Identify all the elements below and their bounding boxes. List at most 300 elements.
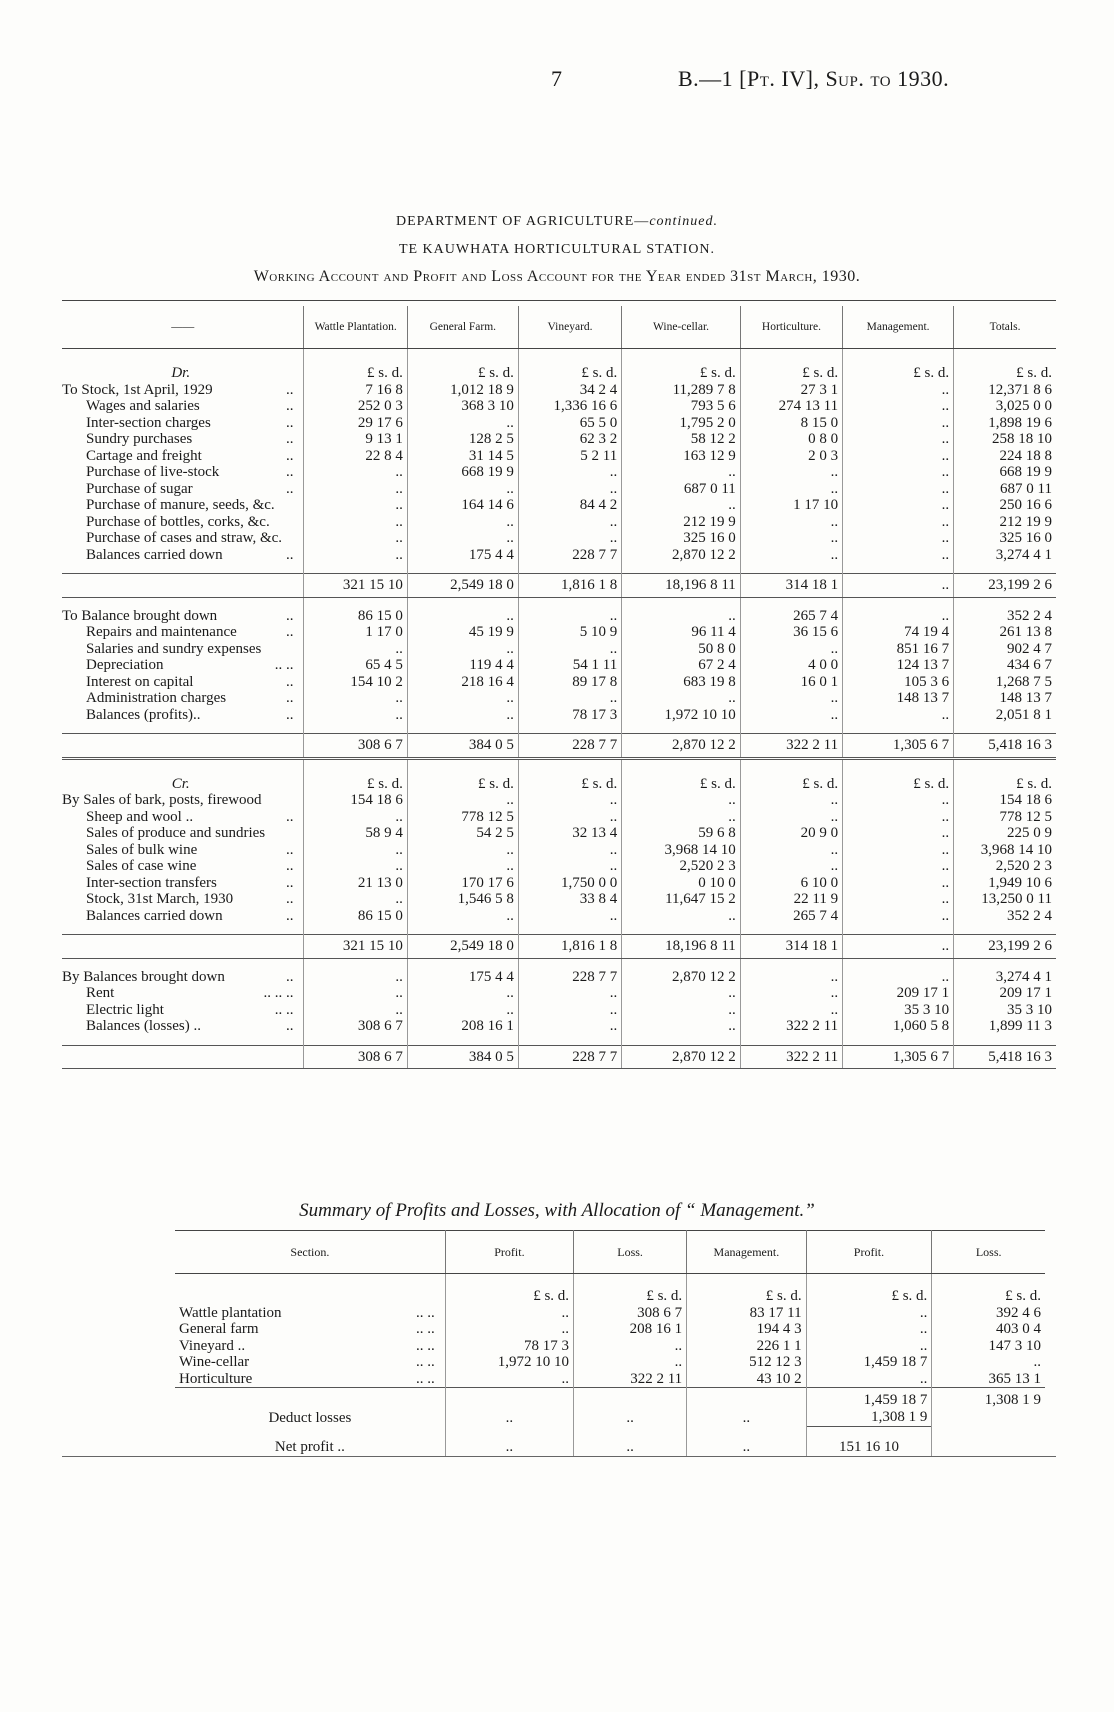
amount-cell: 851 16 7 xyxy=(843,641,954,658)
row-label-text: Purchase of live-stock xyxy=(86,464,220,480)
working-account-table xyxy=(62,306,1056,1069)
amount-cell: 0 10 0 xyxy=(622,875,741,892)
leader-dots: .. xyxy=(285,858,294,874)
amount-cell: .. xyxy=(304,707,407,724)
amount-cell: 21 13 0 xyxy=(304,875,407,892)
amount-cell: 1 17 0 xyxy=(304,624,407,641)
amount-cell: .. xyxy=(622,608,741,625)
amount-cell: .. xyxy=(407,481,518,498)
amount-cell: .. xyxy=(622,464,741,481)
total-amount: 18,196 8 11 xyxy=(622,574,741,598)
spacer-cell xyxy=(304,958,407,969)
amount-cell: .. xyxy=(518,641,621,658)
units-cell: £ s. d. xyxy=(740,349,842,382)
continued-text: continued. xyxy=(649,214,719,229)
amount-cell: 325 16 0 xyxy=(622,530,741,547)
amount-cell: 96 11 4 xyxy=(622,624,741,641)
amount-cell: 2 0 3 xyxy=(740,448,842,465)
leader-dots: .. xyxy=(285,1018,294,1034)
amount-cell: 225 0 9 xyxy=(1007,825,1052,841)
units-cell: £ s. d. xyxy=(622,758,741,792)
amount-cell: 218 16 4 xyxy=(407,674,518,691)
total-label xyxy=(62,935,304,959)
total-amount: 314 18 1 xyxy=(740,935,842,959)
row-label xyxy=(62,809,304,826)
summary-amount: 308 6 7 xyxy=(574,1305,687,1322)
amount-cell: 58 9 4 xyxy=(304,825,407,842)
spacer-cell xyxy=(740,723,842,734)
row-label-text: Purchase of bottles, corks, &c. xyxy=(86,513,270,530)
leader-dots: .. xyxy=(285,706,294,723)
total-label xyxy=(62,574,304,598)
amount-cell: .. xyxy=(304,891,407,908)
row-label xyxy=(62,985,304,1002)
amount-cell: 50 8 0 xyxy=(622,641,741,658)
leader-dots: .. xyxy=(285,808,294,825)
amount-cell: 32 13 4 xyxy=(518,825,621,842)
amount-cell: 265 7 4 xyxy=(740,908,842,925)
row-label-text: By Balances brought down xyxy=(62,968,225,985)
row-label-text: Rent xyxy=(86,985,115,1001)
leader-dots: .. .. xyxy=(416,1321,435,1337)
total-amount: 321 15 10 xyxy=(304,574,407,598)
total-amount: 5,418 16 3 xyxy=(954,734,1056,759)
amount-cell: 86 15 0 xyxy=(304,608,407,625)
summary-units-cell: £ s. d. xyxy=(574,1274,687,1305)
row-label xyxy=(62,547,304,564)
leader-dots: .. xyxy=(285,624,294,640)
row-label xyxy=(62,825,304,842)
amount-cell: .. xyxy=(518,908,621,925)
table-top-rule xyxy=(62,300,1056,301)
leader-dots: .. xyxy=(285,464,294,480)
spacer-cell xyxy=(407,597,518,608)
amount-cell: 128 2 5 xyxy=(407,431,518,448)
summary-label-text: Wine-cellar xyxy=(179,1354,250,1370)
amount-cell: 164 14 6 xyxy=(407,497,518,514)
amount-cell: 209 17 1 xyxy=(843,985,954,1002)
summary-amount: 78 17 3 xyxy=(445,1338,573,1355)
amount-cell: .. xyxy=(622,1018,741,1035)
column-header: Totals. xyxy=(954,306,1056,349)
table-row xyxy=(62,547,1056,564)
amount-cell: .. xyxy=(740,1002,842,1019)
row-label-text: Stock, 31st March, 1930 xyxy=(86,891,234,907)
spacer-cell xyxy=(62,723,304,734)
summary-label-text: General farm xyxy=(179,1321,259,1337)
spacer-row xyxy=(62,924,1056,935)
spacer-cell xyxy=(304,723,407,734)
amount-cell: 175 4 4 xyxy=(407,547,518,564)
amount-cell: .. xyxy=(518,809,621,826)
summary-amount: 208 16 1 xyxy=(574,1321,687,1338)
row-label xyxy=(62,1002,304,1019)
amount-cell: .. xyxy=(740,530,842,547)
amount-cell: .. xyxy=(843,792,954,809)
amount-cell: 11,289 7 8 xyxy=(622,382,741,399)
amount-cell: .. xyxy=(740,690,842,707)
spacer-row xyxy=(62,597,1056,608)
summary-amount: 1,972 10 10 xyxy=(445,1354,573,1371)
amount-cell: 209 17 1 xyxy=(999,985,1052,1001)
amount-cell: .. xyxy=(518,481,621,498)
amount-cell: 325 16 0 xyxy=(999,530,1052,546)
row-label xyxy=(62,530,304,547)
amount-cell: 31 14 5 xyxy=(407,448,518,465)
total-amount: 308 6 7 xyxy=(304,734,407,759)
table-row xyxy=(62,969,1056,986)
total-amount: 322 2 11 xyxy=(740,734,842,759)
row-label xyxy=(62,657,304,674)
spacer-cell xyxy=(407,563,518,574)
units-cell: £ s. d. xyxy=(518,758,621,792)
amount-cell: .. xyxy=(518,858,621,875)
amount-cell: 170 17 6 xyxy=(407,875,518,892)
table-row xyxy=(62,985,1056,1002)
amount-cell: 1,268 7 5 xyxy=(995,673,1052,690)
summary-label-text: Vineyard .. xyxy=(179,1337,246,1354)
table-row xyxy=(62,1018,1056,1035)
amount-cell: 212 19 9 xyxy=(999,513,1052,530)
total-row xyxy=(62,935,1056,959)
row-label xyxy=(62,690,304,707)
leader-dots: .. xyxy=(285,431,294,447)
total-amount: 2,870 12 2 xyxy=(622,734,741,759)
amount-cell: 212 19 9 xyxy=(622,514,741,531)
spacer-cell xyxy=(304,1035,407,1046)
amount-cell: 124 13 7 xyxy=(843,657,954,674)
amount-cell: .. xyxy=(518,842,621,859)
spacer-cell xyxy=(740,924,842,935)
spacer-cell xyxy=(62,924,304,935)
summary-amount: 392 4 6 xyxy=(996,1304,1041,1321)
row-label-text: Sundry purchases xyxy=(86,431,193,447)
table-row xyxy=(62,641,1056,658)
amount-cell: .. xyxy=(304,858,407,875)
spacer-cell xyxy=(622,924,741,935)
amount-cell: .. xyxy=(304,464,407,481)
amount-cell: .. xyxy=(740,641,842,658)
amount-cell: 3,274 4 1 xyxy=(995,546,1052,563)
summary-amount: .. xyxy=(806,1338,932,1355)
department-title-text: DEPARTMENT OF AGRICULTURE— xyxy=(395,214,650,229)
amount-cell: 84 4 2 xyxy=(518,497,621,514)
leader-dots: .. xyxy=(285,546,294,563)
amount-cell: .. xyxy=(740,547,842,564)
amount-cell: .. xyxy=(622,497,741,514)
amount-cell: .. xyxy=(740,481,842,498)
leader-dots: .. xyxy=(285,447,294,464)
table-row xyxy=(62,825,1056,842)
amount-cell: 668 19 9 xyxy=(999,464,1052,480)
column-header: Wattle Plantation. xyxy=(304,306,407,349)
spacer-cell xyxy=(518,958,621,969)
amount-cell: 175 4 4 xyxy=(407,969,518,986)
total-amount: 2,549 18 0 xyxy=(407,935,518,959)
amount-cell: 65 4 5 xyxy=(304,657,407,674)
amount-cell: 154 18 6 xyxy=(999,792,1052,808)
summary-title: Summary of Profits and Losses, with Allocation of “ Management.” xyxy=(299,1200,815,1221)
amount-cell: .. xyxy=(407,707,518,724)
row-label-text: To Balance brought down xyxy=(62,607,218,624)
amount-cell: 163 12 9 xyxy=(622,448,741,465)
table-row xyxy=(62,514,1056,531)
amount-cell: .. xyxy=(843,707,954,724)
row-label xyxy=(62,858,304,875)
summary-table xyxy=(175,1230,1045,1456)
units-row xyxy=(62,758,1056,792)
amount-cell: 86 15 0 xyxy=(304,908,407,925)
row-label xyxy=(62,842,304,859)
amount-cell: 54 2 5 xyxy=(407,825,518,842)
amount-cell: .. xyxy=(518,514,621,531)
table-row xyxy=(62,707,1056,724)
spacer-cell xyxy=(843,924,954,935)
amount-cell: .. xyxy=(740,464,842,481)
summary-dots: .. xyxy=(574,1388,687,1427)
units-cell: £ s. d. xyxy=(1016,775,1052,792)
amount-cell: 5 2 11 xyxy=(518,448,621,465)
summary-amount: .. xyxy=(445,1305,573,1322)
amount-cell: 793 5 6 xyxy=(622,398,741,415)
row-label-text: Electric light xyxy=(86,1001,164,1018)
loss-total: 1,308 1 9 xyxy=(932,1388,1045,1427)
spacer-cell xyxy=(518,924,621,935)
amount-cell: 265 7 4 xyxy=(740,608,842,625)
spacer-cell xyxy=(518,1035,621,1046)
spacer-cell xyxy=(304,597,407,608)
amount-cell: .. xyxy=(740,514,842,531)
amount-cell: .. xyxy=(407,1002,518,1019)
deduct-label: Deduct losses xyxy=(175,1388,445,1427)
account-title: Working Account and Profit and Loss Account for the Year ended 31st March, 1930. xyxy=(253,268,861,285)
table-row xyxy=(62,908,1056,925)
summary-label xyxy=(175,1338,445,1355)
units-row xyxy=(62,349,1056,382)
units-cell: £ s. d. xyxy=(1016,365,1052,381)
row-label xyxy=(62,514,304,531)
spacer-cell xyxy=(407,723,518,734)
amount-cell: 352 2 4 xyxy=(1007,607,1052,624)
amount-cell: .. xyxy=(843,842,954,859)
column-header: Management. xyxy=(843,306,954,349)
spacer-cell xyxy=(843,597,954,608)
amount-cell: 154 18 6 xyxy=(304,792,407,809)
table-bottom-rule xyxy=(62,1456,1056,1457)
amount-cell: 1 17 10 xyxy=(740,497,842,514)
amount-cell: 1,795 2 0 xyxy=(622,415,741,432)
amount-cell: 148 13 7 xyxy=(999,690,1052,706)
summary-label-text: Horticulture xyxy=(179,1370,253,1387)
amount-cell: 434 6 7 xyxy=(1007,657,1052,673)
leader-dots: .. xyxy=(285,673,294,690)
amount-cell: .. xyxy=(304,809,407,826)
amount-cell: .. xyxy=(843,497,954,514)
spacer-cell xyxy=(518,597,621,608)
row-label-text: Sales of produce and sundries xyxy=(86,825,266,841)
row-label xyxy=(62,674,304,691)
row-label xyxy=(62,908,304,925)
amount-cell: 322 2 11 xyxy=(740,1018,842,1035)
amount-cell: .. xyxy=(740,842,842,859)
spacer-cell xyxy=(954,723,1056,734)
amount-cell: 7 16 8 xyxy=(304,382,407,399)
amount-cell: .. xyxy=(518,608,621,625)
row-label-text: Sales of bulk wine xyxy=(86,841,198,858)
amount-cell: 308 6 7 xyxy=(304,1018,407,1035)
amount-cell: .. xyxy=(843,382,954,399)
total-amount: .. xyxy=(843,935,954,959)
table-row xyxy=(62,657,1056,674)
leader-dots: .. xyxy=(285,841,294,858)
amount-cell: .. xyxy=(843,809,954,826)
summary-label xyxy=(175,1305,445,1322)
summary-column-header: Profit. xyxy=(806,1231,932,1274)
amount-cell: 1,546 5 8 xyxy=(407,891,518,908)
table-row xyxy=(62,792,1056,809)
amount-cell: .. xyxy=(843,891,954,908)
amount-cell: 6 10 0 xyxy=(740,875,842,892)
amount-cell: .. xyxy=(407,985,518,1002)
station-title: TE KAUWHATA HORTICULTURAL STATION. xyxy=(398,242,716,257)
total-amount: 308 6 7 xyxy=(304,1045,407,1069)
leader-dots: .. xyxy=(285,891,294,907)
amount-cell: 902 4 7 xyxy=(1007,640,1052,657)
total-amount: 23,199 2 6 xyxy=(954,935,1056,959)
leader-dots: .. .. xyxy=(274,657,294,673)
amount-cell: 687 0 11 xyxy=(622,481,741,498)
amount-cell: .. xyxy=(518,464,621,481)
amount-cell: 3,025 0 0 xyxy=(995,398,1052,414)
amount-cell: 4 0 0 xyxy=(740,657,842,674)
amount-cell: 1,336 16 6 xyxy=(518,398,621,415)
total-amount: 321 15 10 xyxy=(304,935,407,959)
row-label-text: Wages and salaries xyxy=(86,398,200,414)
amount-cell: .. xyxy=(407,641,518,658)
row-label xyxy=(62,415,304,432)
summary-header-row xyxy=(175,1231,1045,1274)
amount-cell: .. xyxy=(740,707,842,724)
spacer-cell xyxy=(740,958,842,969)
summary-amount: .. xyxy=(806,1371,932,1388)
amount-cell: .. xyxy=(843,514,954,531)
leader-dots: .. xyxy=(285,968,294,985)
summary-amount: .. xyxy=(445,1371,573,1388)
spacer-cell xyxy=(622,597,741,608)
row-label xyxy=(62,382,304,399)
spacer-cell xyxy=(304,924,407,935)
amount-cell: .. xyxy=(622,690,741,707)
summary-row xyxy=(175,1305,1045,1322)
summary-amount: 194 4 3 xyxy=(687,1321,806,1338)
amount-cell: 105 3 6 xyxy=(843,674,954,691)
column-header: Vineyard. xyxy=(518,306,621,349)
amount-cell: .. xyxy=(304,497,407,514)
amount-cell: 65 5 0 xyxy=(518,415,621,432)
row-label xyxy=(62,464,304,481)
row-label-text: Balances carried down xyxy=(86,907,223,924)
amount-cell: 1,898 19 6 xyxy=(988,414,1052,431)
row-label xyxy=(62,481,304,498)
spacer-cell xyxy=(740,1035,842,1046)
summary-amount: 147 3 10 xyxy=(988,1337,1041,1354)
amount-cell: .. xyxy=(407,608,518,625)
total-amount: 228 7 7 xyxy=(518,734,621,759)
summary-dots: .. xyxy=(687,1427,806,1456)
leader-dots: .. .. xyxy=(416,1304,435,1321)
summary-amount: .. xyxy=(445,1321,573,1338)
summary-column-header: Management. xyxy=(687,1231,806,1274)
amount-cell: .. xyxy=(843,875,954,892)
summary-dots: .. xyxy=(687,1388,806,1427)
leader-dots: .. .. xyxy=(416,1337,435,1354)
table-row xyxy=(62,398,1056,415)
amount-cell: 1,012 18 9 xyxy=(407,382,518,399)
summary-empty xyxy=(932,1427,1045,1456)
total-row xyxy=(62,574,1056,598)
table-row xyxy=(62,690,1056,707)
row-label-text: By Sales of bark, posts, firewood xyxy=(62,792,262,808)
row-label xyxy=(62,891,304,908)
leader-dots: .. xyxy=(285,398,294,414)
amount-cell: 224 18 8 xyxy=(999,447,1052,464)
leader-dots: .. xyxy=(285,414,294,431)
amount-cell: 1,972 10 10 xyxy=(622,707,741,724)
spacer-cell xyxy=(62,563,304,574)
amount-cell: .. xyxy=(843,530,954,547)
amount-cell: 59 6 8 xyxy=(622,825,741,842)
row-label-text: Depreciation xyxy=(86,657,164,673)
amount-cell: 3,274 4 1 xyxy=(995,968,1052,985)
amount-cell: .. xyxy=(518,530,621,547)
amount-cell: .. xyxy=(304,641,407,658)
summary-dots: .. xyxy=(445,1427,573,1456)
profit-total: 1,459 18 7 xyxy=(863,1392,928,1408)
amount-cell: .. xyxy=(843,398,954,415)
column-header: General Farm. xyxy=(407,306,518,349)
amount-cell: .. xyxy=(622,985,741,1002)
amount-cell: 261 13 8 xyxy=(999,624,1052,640)
spacer-cell xyxy=(954,924,1056,935)
amount-cell: 2,870 12 2 xyxy=(622,969,741,986)
amount-cell: 2,520 2 3 xyxy=(995,858,1052,874)
amount-cell: .. xyxy=(843,464,954,481)
row-label xyxy=(62,707,304,724)
summary-units-label xyxy=(175,1274,445,1305)
row-label xyxy=(62,969,304,986)
leader-dots: .. .. xyxy=(274,1001,294,1018)
spacer-cell xyxy=(954,563,1056,574)
amount-cell: 2,870 12 2 xyxy=(622,547,741,564)
amount-cell: .. xyxy=(843,825,954,842)
amount-cell: .. xyxy=(518,690,621,707)
column-header-row xyxy=(62,306,1056,349)
table-row xyxy=(62,858,1056,875)
amount-cell: 13,250 0 11 xyxy=(981,891,1052,907)
amount-cell: .. xyxy=(304,514,407,531)
row-label xyxy=(62,398,304,415)
amount-cell: 3,968 14 10 xyxy=(980,841,1052,858)
amount-cell: 687 0 11 xyxy=(1000,480,1052,497)
spacer-cell xyxy=(62,958,304,969)
total-amount: 1,816 1 8 xyxy=(518,574,621,598)
amount-cell: 58 12 2 xyxy=(622,431,741,448)
amount-cell: 148 13 7 xyxy=(843,690,954,707)
summary-column-header: Loss. xyxy=(932,1231,1045,1274)
row-label xyxy=(62,497,304,514)
table-row xyxy=(62,448,1056,465)
amount-cell: .. xyxy=(518,985,621,1002)
